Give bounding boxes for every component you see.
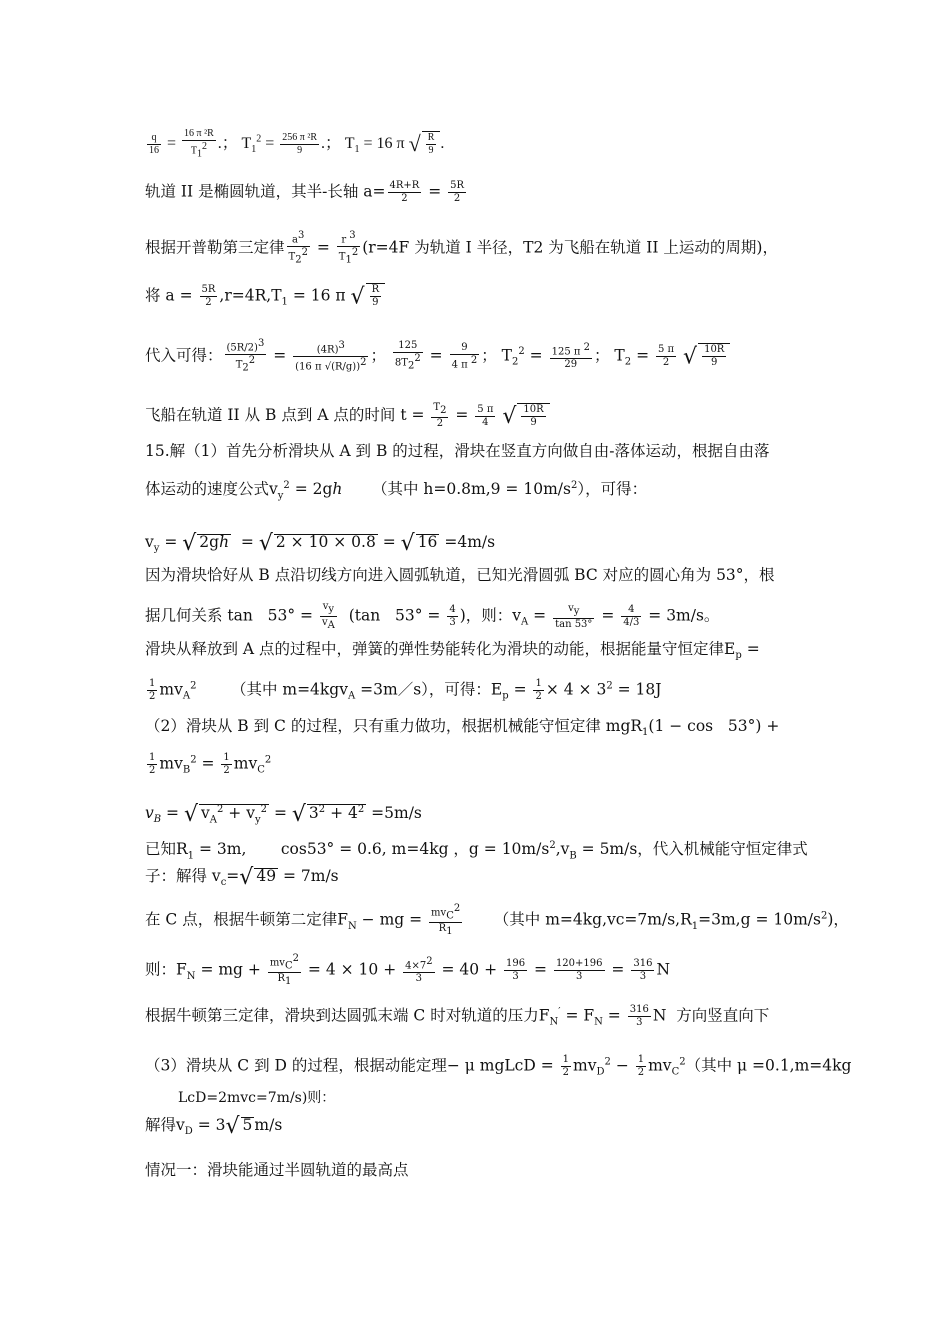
line-2: 轨道 II 是椭圆轨道，其半-长轴 a= $\frac{4R+R}{2}$ = $\frac{5R}{2}$ [145,180,465,204]
line-25: 情况一：滑块能通过半圆轨道的最高点 [145,1161,409,1179]
line-23: LcD=2mvc=7m/s)则： [178,1090,336,1106]
line-13: $\frac{1}{2}$ $mv_A^2$ （其中 m=4kgv$_A$ =3m／s），可得：$E_p$ = $\frac{1}{2}$ × $4 \times 3^2 = 18J$ [149,678,662,702]
line-11: 据几何关系 tan 53° = $\frac{v_y}{v_A}$ (tan 53° = $\frac{4}{3}$ )，则：$v_A$ = $\frac{v_y}{\tan 53^\circ}$ = $\frac{4}{4/3}$ = 3m/s。 [145,601,720,631]
line-24: 解得$v_D = 3√$ 5 m/s [145,1114,283,1139]
line-4: 将 a = $\frac{5R}{2}$ $,r=4R,T_1 = 16$ π √ $\frac{R}{9}$ [145,283,385,309]
line-15: $\frac{1}{2}$ $mv_B^2$ = $\frac{1}{2}$ $mv_C^2$ [149,752,272,776]
line-3: 根据开普勒第三定律 $\frac{a^3}{T_2^2}$ = $\frac{r ^3}{T_1^2}$ (r=4F 为轨道 I 半径，T2 为飞船在轨道 II 上运动的周期)， [145,230,778,266]
line-18: 子：解得 $v_c=√$ 49 = 7m/s [145,865,339,890]
line-22: （3）滑块从 C 到 D 的过程，根据动能定理− μ mgLcD = $\frac{1}{2}$ $mv_D^2$ − $\frac{1}{2}$ $mv_C^2$（其中 μ =0.1,m=4kg [145,1054,852,1078]
line-21: 根据牛顿第三定律，滑块到达圆弧末端 C 时对轨道的压力$F_N' = F_N$ = $\frac{316}{3}$ N 方向竖直向下 [145,1004,770,1028]
line-8: 体运动的速度公式$v_y^2 = 2gh$ （其中 $h=0.8m,9 = 10m/s^2$），可得： [145,480,648,502]
line-20: 则：$F_N$ = mg + $\frac{mv_C^2}{R_1}$ = 4 × 10 + $\frac{4\times 7^2}{3}$ = 40 + $\frac{196}{3}$ = $\frac{120+196}{3}$ = $\frac{316}{3}$ N [145,953,670,988]
line-9: $v_y$ = √ 2gh = √ 2 × 10 × 0.8 = √ 16 =4m/s [145,531,496,556]
line-19: 在 C 点，根据牛顿第二定律$F_N$ − mg = $\frac{mv_C^2}{R_1}$ （其中 $m=4kg,vc=7m/s,R_1=3m,g = 10m/s^2$)， [145,903,849,938]
line-6: 飞船在轨道 II 从 B 点到 A 点的时间 t = $\frac{T_2}{2}$ = $\frac{5 \pi}{4}$ √ $\frac{10R}{9}$ [145,402,550,430]
line-14: （2）滑块从 B 到 C 的过程，只有重力做功，根据机械能守恒定律 mgR$_1$(1 − cos 53°) + [145,717,780,739]
line-7: 15.解（1）首先分析滑块从 A 到 B 的过程，滑块在竖直方向做自由-落体运动，根据自由落 [145,442,770,460]
line-5: 代入可得： $\frac{(5R/2)^3}{T_2^2}$ = $\frac{(4R)^3}{(16 \pi √(R/g))^2}$ ； $\frac{125}{8T_2^2}$ = $\frac{9}{4 \pi ^2}$ ； $T_2^2$ = $\frac{125 \pi ^2}{29}$ ； $T_2$ = $\frac{5 \pi}{2}$ √ $\frac{10R}{9}$ [145,338,730,375]
line-16: $v_B$ = √ $v_A^2 + v_y^2$ = √ $3^2 + 4^2 =5m/s$ [145,802,422,828]
line-12: 滑块从释放到 A 点的过程中，弹簧的弹性势能转化为滑块的动能，根据能量守恒定律$E_p$ = [145,640,760,662]
line-17: 已知$R_1 = 3m$, cos53° = 0.6, m=4kg ，$g = 10m/s^2,v_B = 5m/s$，代入机械能守恒定律式 [145,840,808,862]
line-10: 因为滑块恰好从 B 点沿切线方向进入圆弧轨道，已知光滑圆弧 BC 对应的圆心角为 53°，根 [145,566,775,584]
line-1: $\frac{q}{16}$ = $\frac{\text{16 π ²R}}{T_1^2}$ .； $T_1^2$ = $\frac{\text{256 π ²R}}{9}$ .； $T_1 = 16$ π √ $\frac{R}{9}$ . [149,128,445,160]
